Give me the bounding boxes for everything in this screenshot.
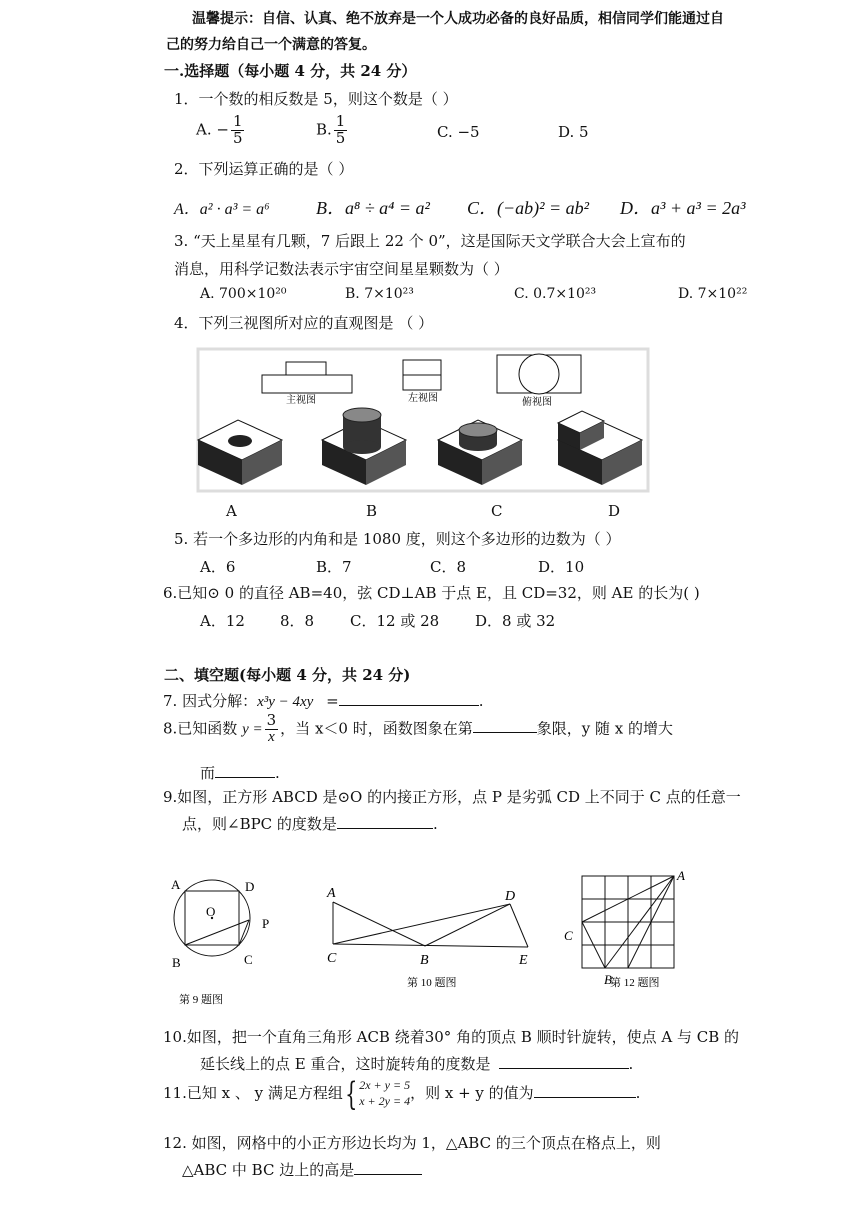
q8-func-y: y =: [242, 721, 263, 738]
q10-line2-prefix: 延长线上的点 E 重合，这时旋转角的度数是: [200, 1055, 491, 1073]
q12-line2: [182, 1159, 422, 1180]
q7-end: .: [478, 692, 484, 710]
q8-mid: ，当 x＜0 时，函数图象在第: [280, 719, 473, 738]
front-view-base: [262, 375, 352, 393]
q4-solids: [190, 405, 660, 495]
fig9-label-b: B: [172, 955, 181, 970]
fig10-line-bd: [425, 904, 510, 946]
fig10-label-d: D: [505, 889, 516, 904]
q8-fraction: [265, 713, 279, 746]
q9-answer-blank[interactable]: [337, 814, 433, 829]
q1-option-b-label: B.: [316, 120, 332, 139]
q2-option-b: B．a⁸ ÷ a⁴ = a²: [316, 198, 430, 218]
solid-c: [438, 420, 522, 485]
q12-line2-prefix: △ABC 中 BC 边上的高是: [182, 1161, 355, 1179]
reminder-line2: 己的努力给自己一个满意的答复。: [166, 37, 376, 53]
solid-a: [198, 420, 282, 485]
q11-prefix: 11.已知 x 、 y 满足方程组: [163, 1084, 343, 1102]
front-view-top: [286, 362, 326, 375]
top-view-label: 俯视图: [522, 397, 552, 408]
q11-answer-blank[interactable]: [534, 1083, 636, 1098]
fig9-label-c: C: [244, 952, 253, 967]
q11-end: .: [635, 1084, 641, 1102]
q7-eq: =: [326, 692, 339, 710]
q9-line2-end: .: [432, 815, 438, 833]
fig12: [560, 868, 710, 992]
fig10-label-c: C: [327, 951, 337, 966]
fig10-label-b: B: [420, 953, 429, 968]
q9-line2: [182, 813, 438, 834]
q1-stem: 1．一个数的相反数是 5，则这个数是（ ）: [174, 90, 458, 108]
q11-eq1: 2x + y = 5: [359, 1078, 411, 1093]
q8-line2: [200, 762, 280, 783]
q10-answer-blank[interactable]: [499, 1054, 629, 1069]
q1-option-b: [316, 114, 349, 147]
q1-fraction-a: [231, 114, 245, 147]
q11: [163, 1075, 641, 1113]
q8-line1: [163, 713, 673, 746]
fig10-caption: 第 10 题图: [407, 977, 457, 989]
q3-stem-line1: 3. “天上星星有几颗，7 后跟上 22 个 0”，这是国际天文学联合大会上宣布的: [174, 232, 686, 250]
q10-line2: [200, 1053, 633, 1074]
fig9-label-a: A: [171, 877, 181, 892]
q1-option-a: [196, 114, 246, 147]
q11-mid: ，则 x + y 的值为: [410, 1084, 534, 1102]
fig10-label-e: E: [519, 953, 528, 968]
fig10-line-ab: [333, 902, 425, 946]
fig10-label-a: A: [327, 886, 336, 901]
q6-option-a: A．12: [200, 612, 245, 630]
solid-b: [322, 408, 406, 485]
q11-brace: {: [344, 1075, 358, 1113]
q10-line2-end: .: [628, 1055, 634, 1073]
q5-option-b: B．7: [316, 558, 352, 576]
reminder-line1: 温馨提示：自信、认真、绝不放弃是一个人成功必备的良好品质，相信同学们能通过自: [192, 11, 724, 27]
front-view-label: 主视图: [286, 395, 316, 406]
side-view-label: 左视图: [408, 393, 438, 404]
fig10-line-de: [510, 904, 528, 947]
q4-stem: 4．下列三视图所对应的直观图是 （ ）: [174, 314, 434, 332]
q12-answer-blank[interactable]: [354, 1160, 422, 1175]
q8-quadrant-blank[interactable]: [473, 718, 537, 733]
fig9-label-o: O: [206, 904, 216, 919]
q7-answer-blank[interactable]: [339, 691, 479, 706]
q1-option-a-label: A. −: [196, 120, 229, 139]
section2-title: 二、填空题(每小题 4 分，共 24 分): [164, 666, 411, 684]
fig12-grid: [582, 876, 674, 968]
q10-line1: 10.如图，把一个直角三角形 ACB 绕着30° 角的顶点 B 顺时针旋转，使点 A 与 CB 的: [163, 1028, 740, 1046]
fig12-label-b: B: [604, 972, 612, 987]
fig9-caption: 第 9 题图: [179, 994, 223, 1006]
q6-option-b: 8．8: [280, 612, 315, 630]
q3-stem-line2: 消息，用科学记数法表示宇宙空间星星颗数为（ ）: [174, 260, 509, 278]
q8-line2-end: .: [275, 764, 280, 782]
q8-trend-blank[interactable]: [215, 763, 275, 778]
q9-line1: 9.如图，正方形 ABCD 是⊙O 的内接正方形，点 P 是劣弧 CD 上不同于 C 点的任意一: [163, 788, 741, 806]
q2-option-d: D．a³ + a³ = 2a³: [620, 198, 746, 218]
q7-expr: x³y − 4xy: [257, 694, 314, 710]
q4-option-d: D: [608, 502, 621, 520]
fig9-label-d: D: [245, 879, 255, 894]
q1-option-d: D. 5: [558, 123, 589, 141]
q8-line2-prefix: 而: [200, 764, 216, 782]
top-view-circle: [519, 354, 559, 394]
q5-stem: 5. 若一个多边形的内角和是 1080 度，则这个多边形的边数为（ ）: [174, 530, 621, 548]
q1-frac-den-a: 5: [232, 128, 243, 147]
q7-prefix: 7. 因式分解：: [163, 692, 258, 710]
q8-prefix: 8.已知函数: [163, 719, 238, 738]
fig10-line-cd: [333, 904, 510, 944]
fig12-caption: 第 12 题图: [610, 977, 660, 989]
q2-option-a: A．a² · a³ = a⁶: [174, 201, 270, 218]
q2-option-c: C．(−ab)² = ab²: [467, 198, 590, 218]
fig10: [320, 880, 540, 990]
q11-system: [359, 1078, 410, 1109]
q4-option-c: C: [491, 502, 503, 520]
q5-option-d: D．10: [538, 558, 585, 576]
q5-option-c: C．8: [430, 558, 467, 576]
q4-option-a: A: [226, 502, 237, 520]
q9-line2-prefix: 点，则∠BPC 的度数是: [182, 815, 337, 833]
fig12-label-c: C: [564, 928, 573, 943]
q4-option-b: B: [366, 502, 378, 520]
q3-option-a: A. 700×10²⁰: [200, 286, 287, 302]
q6-option-d: D．8 或 32: [475, 612, 556, 630]
q3-option-b: B. 7×10²³: [345, 286, 414, 302]
section1-title: 一.选择题（每小题 4 分，共 24 分）: [164, 62, 417, 80]
fig10-line-ce: [333, 944, 528, 947]
q1-fraction-b: [334, 114, 348, 147]
fig9-label-p: P: [262, 916, 270, 931]
q12-line1: 12. 如图，网格中的小正方形边长均为 1，△ABC 的三个顶点在格点上，则: [163, 1134, 661, 1152]
q8-tail: 象限，y 随 x 的增大: [536, 719, 673, 738]
q1-frac-num-b: 1: [335, 112, 346, 130]
fig9: [164, 872, 284, 1012]
q6-stem: 6.已知⊙ 0 的直径 AB=40，弦 CD⊥AB 于点 E，且 CD=32，则 AE 的长为( ): [163, 584, 700, 602]
q1-frac-num-a: 1: [232, 112, 243, 130]
q7: [163, 690, 483, 711]
solid-d: [558, 411, 642, 485]
q3-option-d: D. 7×10²²: [678, 286, 748, 302]
q1-frac-den-b: 5: [335, 128, 346, 147]
q8-frac-den: x: [268, 728, 275, 745]
q11-eq2: x + 2y = 4: [359, 1094, 411, 1108]
q2-stem: 2．下列运算正确的是（ ）: [174, 160, 354, 178]
q5-option-a: A．6: [200, 558, 236, 576]
fig12-label-a: A: [677, 868, 685, 883]
q6-option-c: C．12 或 28: [350, 612, 440, 630]
q3-option-c: C. 0.7×10²³: [514, 286, 597, 302]
q8-frac-num: 3: [266, 711, 277, 729]
q1-option-c: C. −5: [437, 123, 480, 141]
